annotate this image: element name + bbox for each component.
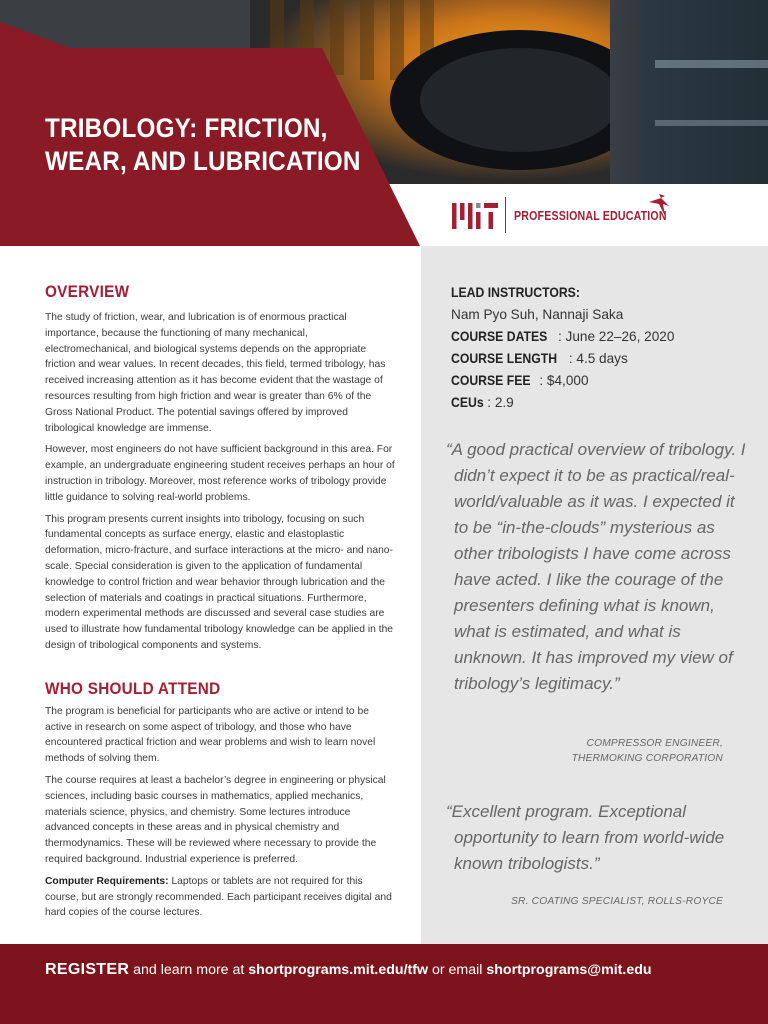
- testimonial-quote: “Excellent program. Exceptional opportunity to learn from world-wide known tribologists.”: [446, 802, 725, 873]
- ceus-value: : 2.9: [487, 395, 514, 410]
- length-label: COURSE LENGTH: [451, 351, 558, 366]
- email-link[interactable]: shortprograms@mit.edu: [486, 962, 652, 978]
- testimonial-attribution: [443, 736, 723, 766]
- who-should-attend-heading: WHO SHOULD ATTEND: [45, 678, 221, 698]
- mit-logo: [452, 203, 498, 229]
- attribution-line: THERMOKING CORPORATION: [571, 753, 723, 764]
- overview-heading: OVERVIEW: [45, 282, 130, 301]
- course-url-link[interactable]: shortprograms.mit.edu/tfw: [248, 962, 429, 978]
- computer-requirements: [45, 874, 395, 921]
- overview-paragraph: This program presents current insights into tribology, focusing on such fundamental concepts as surface energy, elastic and elastoplastic deformation, micro-fracture, and surface interactions at the micro- and nano-scale. Special consideration is given to the application of fundamental knowledge to control friction and wear behavior through lubrication and the selection of materials and coatings in practical situations. Furthermore, modern experimental methods are discussed and several case studies are used to illustrate how fundamental tribology knowledge can be applied in the design of tribological components and systems.: [45, 513, 394, 651]
- instructors-label: LEAD INSTRUCTORS:: [451, 285, 580, 300]
- main-content: [45, 282, 395, 921]
- overview-paragraph: However, most engineers do not have sufficient background in this area. For example, an undergraduate engineering student receives perhaps an hour of instruction in tribology. Moreover, most reference works of tribology provide little guidance to solving real-world problems.: [45, 444, 395, 503]
- footer-text: and learn more at: [129, 962, 249, 978]
- testimonial-attribution: [443, 894, 723, 909]
- course-info: [451, 282, 761, 414]
- requirements-label: Computer Requirements:: [45, 875, 169, 887]
- ceus-label: CEUs: [451, 395, 484, 410]
- attend-paragraph: The program is beneficial for participants who are active or intend to be active in research on some aspect of tribology, and those who have encountered practical friction and wear problems and wish to learn novel methods of solving them.: [45, 705, 376, 765]
- header-banner: [0, 0, 768, 246]
- page-title: [45, 112, 361, 178]
- sidebar: [421, 246, 768, 944]
- attribution-line: SR. COATING SPECIALIST, ROLLS-ROYCE: [511, 896, 723, 907]
- overview-paragraph: The study of friction, wear, and lubrication is of enormous practical importance, because the functioning of many mechanical, electromechanical, and biological systems depends on the appropriate friction and wear values. In recent decades, this field, termed tribology, has received increasing attention as it has become evident that the wastage of resources resulting from high friction and wear is greater than 6% of the Gross National Product. The potential savings offered by improved tribological knowledge are immense.: [45, 312, 386, 434]
- footer-text: or email: [428, 962, 487, 978]
- attend-paragraph: The course requires at least a bachelor’s degree in engineering or physical sciences, including basic courses in mathematics, applied mechanics, materials science, physics, and chemistry. Some lectures introduce advanced concepts in these areas and in physical chemistry and thermodynamics. These will be reviewed where necessary to provide the required background. Industrial experience is preferred.: [45, 774, 386, 865]
- title-line-2: WEAR, AND LUBRICATION: [45, 146, 361, 176]
- dates-label: COURSE DATES: [451, 329, 548, 344]
- professional-education-label: PROFESSIONAL EDUCATION: [514, 209, 667, 223]
- fee-label: COURSE FEE: [451, 373, 531, 388]
- register-label: REGISTER: [45, 961, 130, 978]
- length-value: : 4.5 days: [568, 351, 628, 366]
- register-line: [45, 961, 652, 979]
- instructors-value: Nam Pyo Suh, Nannaji Saka: [451, 307, 624, 322]
- title-line-1: TRIBOLOGY: FRICTION,: [45, 113, 328, 143]
- requirements-text: Laptops or tablets are not required for this course, but are strongly recommended. Each participant receives digital and hard copies of the course lectures.: [45, 875, 392, 919]
- logo-divider: [505, 197, 506, 233]
- attribution-line: COMPRESSOR ENGINEER,: [586, 738, 723, 749]
- bird-icon: [647, 192, 671, 218]
- dates-value: : June 22–26, 2020: [558, 329, 675, 344]
- fee-value: : $4,000: [539, 373, 589, 388]
- footer-banner: [0, 944, 768, 1024]
- testimonial-quote: “A good practical overview of tribology. I didn’t expect it to be as practical/real-world/valuable as it was. I expected it to be “in-the-clouds” mysterious as other tribologists I have come across have acted. I like the courage of the presenters defining what is known, what is estimated, and what is unknown. It has improved my view of tribology’s legitimacy.”: [446, 440, 746, 693]
